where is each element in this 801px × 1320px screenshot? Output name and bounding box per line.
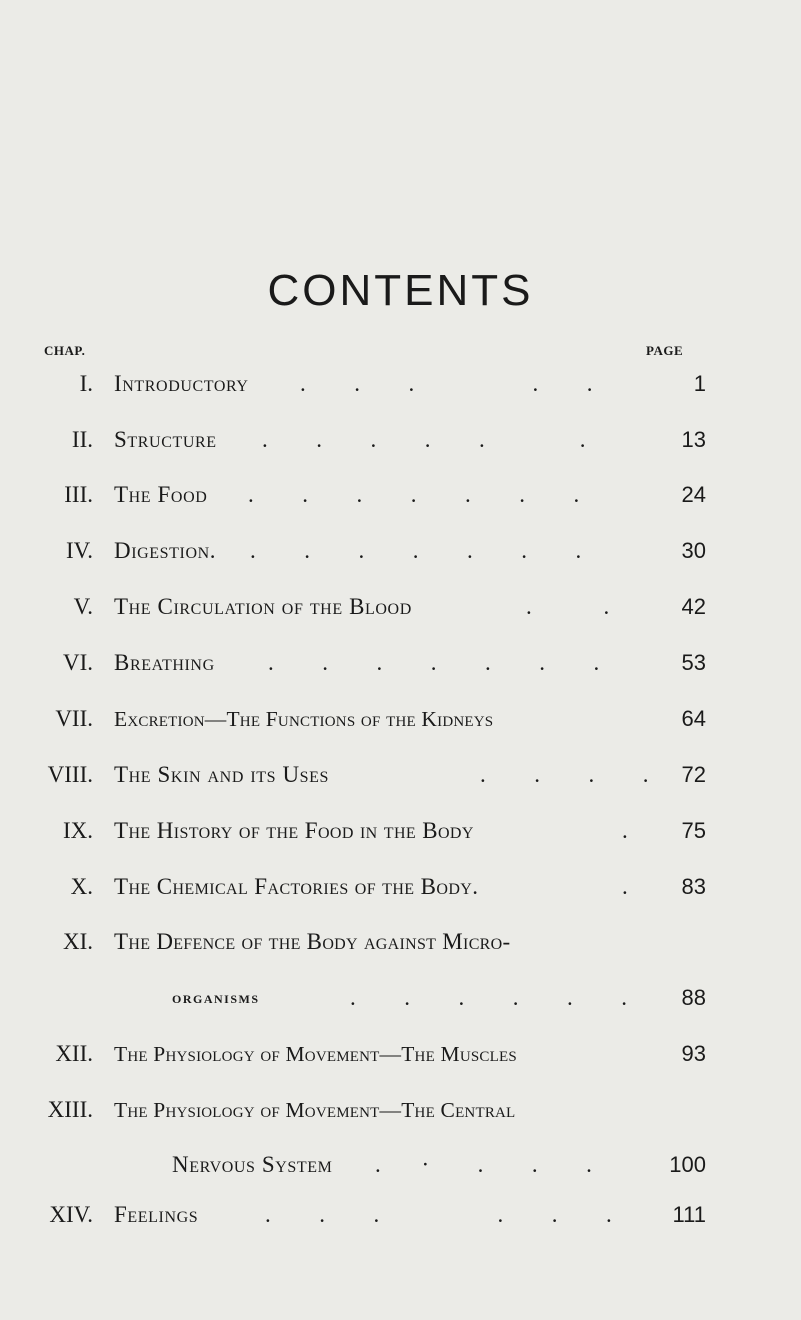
toc-entry[interactable]	[0, 475, 801, 515]
page-number: 93	[681, 1041, 706, 1066]
chapter-title: Breathing	[114, 650, 215, 675]
page-number: 1	[693, 371, 706, 396]
dot-leader: . · . . .	[375, 1152, 594, 1177]
chapter-numeral: I.	[79, 371, 93, 396]
chapter-title: Digestion.	[114, 538, 217, 563]
chapter-title: The Skin and its Uses	[114, 762, 330, 787]
dot-leader: . . . . . . .	[268, 650, 602, 675]
chapter-numeral: III.	[64, 482, 93, 507]
chapter-column-header: CHAP.	[44, 343, 86, 358]
page-number: 53	[681, 650, 706, 675]
toc-entry-continuation[interactable]	[0, 978, 801, 1018]
toc-entry[interactable]	[0, 699, 801, 739]
page-number: 83	[681, 874, 706, 899]
chapter-numeral: V.	[73, 594, 93, 619]
chapter-title: The History of the Food in the Body	[114, 818, 474, 843]
toc-entry[interactable]	[0, 755, 801, 795]
chapter-numeral: IV.	[65, 538, 93, 563]
dot-leader: .	[622, 818, 630, 843]
page-number: 75	[681, 818, 706, 843]
toc-entry[interactable]	[0, 1090, 801, 1130]
chapter-numeral: XII.	[55, 1041, 93, 1066]
page-column-header: PAGE	[646, 343, 684, 358]
dot-leader: . . . . . . .	[248, 482, 582, 507]
page-number: 64	[681, 706, 706, 731]
page-number: 111	[672, 1202, 706, 1227]
dot-leader: .	[622, 874, 630, 899]
chapter-numeral: VI.	[62, 650, 93, 675]
chapter-title: The Food	[114, 482, 208, 507]
chapter-title: Introductory	[114, 371, 249, 396]
chapter-title: Structure	[114, 427, 217, 452]
dot-leader: . . . . . . .	[250, 538, 584, 563]
page-number: 72	[681, 762, 706, 787]
chapter-numeral: IX.	[62, 818, 93, 843]
chapter-numeral: XIV.	[49, 1202, 93, 1227]
chapter-title: The Circulation of the Blood	[114, 594, 412, 619]
dot-leader: . .	[526, 594, 612, 619]
toc-entry[interactable]	[0, 420, 801, 460]
chapter-numeral: II.	[71, 427, 93, 452]
chapter-numeral: XI.	[62, 929, 93, 954]
chapter-title-continuation: Nervous System	[172, 1152, 333, 1177]
dot-leader: . . . .	[480, 762, 651, 787]
toc-entry[interactable]	[0, 1195, 801, 1235]
toc-entry[interactable]	[0, 364, 801, 404]
page-title: CONTENTS	[267, 266, 534, 315]
toc-entry[interactable]	[0, 643, 801, 683]
chapter-title: Excretion—The Functions of the Kidneys	[114, 707, 494, 731]
toc-entry[interactable]	[0, 922, 801, 962]
toc-entry-continuation[interactable]	[0, 1145, 801, 1185]
dot-leader: . . . . . .	[350, 985, 629, 1010]
chapter-numeral: XIII.	[47, 1097, 93, 1122]
page-number: 24	[681, 482, 706, 507]
toc-entry[interactable]	[0, 867, 801, 907]
toc-entry[interactable]	[0, 811, 801, 851]
page-number: 100	[669, 1152, 706, 1177]
chapter-numeral: VII.	[55, 706, 93, 731]
chapter-title: The Chemical Factories of the Body.	[114, 874, 479, 899]
dot-leader: . . . . .	[300, 371, 595, 396]
toc-entry[interactable]	[0, 587, 801, 627]
chapter-title: Feelings	[114, 1202, 199, 1227]
page-number: 88	[681, 985, 706, 1010]
chapter-numeral: X.	[70, 874, 93, 899]
chapter-title-continuation: organisms	[172, 988, 260, 1007]
toc-entry[interactable]	[0, 531, 801, 571]
page-number: 42	[681, 594, 706, 619]
chapter-title: The Defence of the Body against Micro-	[114, 929, 511, 954]
chapter-numeral: VIII.	[47, 762, 93, 787]
dot-leader: . . . . . .	[262, 427, 588, 452]
page-number: 30	[681, 538, 706, 563]
chapter-title: The Physiology of Movement—The Muscles	[114, 1042, 517, 1066]
toc-entry[interactable]	[0, 1034, 801, 1074]
chapter-title: The Physiology of Movement—The Central	[114, 1098, 516, 1122]
page-number: 13	[681, 427, 706, 452]
dot-leader: . . . . . .	[265, 1202, 614, 1227]
